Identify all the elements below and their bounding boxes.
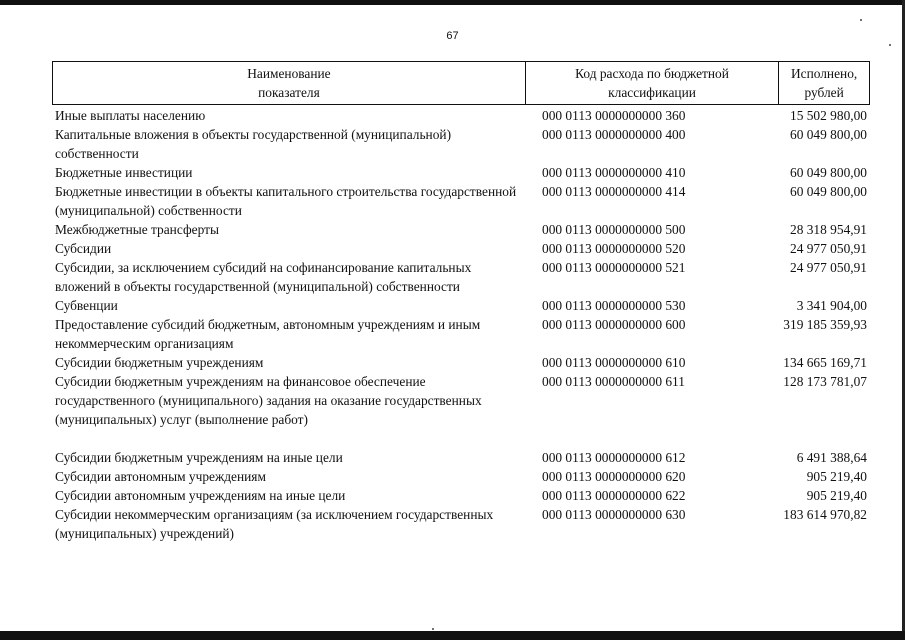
table-header [52, 61, 870, 105]
table-row [52, 315, 870, 353]
table-row [52, 486, 870, 505]
row-code: 000 0113 0000000000 414 [542, 184, 686, 199]
row-code: 000 0113 0000000000 610 [542, 355, 686, 370]
scan-speck [860, 19, 862, 21]
row-amount: 3 341 904,00 [796, 298, 867, 313]
row-name: Бюджетные инвестиции в объекты капитального строительства государственной (муниципальной) собственности [55, 184, 517, 218]
row-amount: 60 049 800,00 [790, 184, 867, 199]
row-code: 000 0113 0000000000 530 [542, 298, 686, 313]
row-name: Субсидии бюджетным учреждениям [55, 355, 264, 370]
header-code-cell [526, 62, 779, 104]
table-row [52, 372, 870, 429]
scan-speck [432, 628, 434, 630]
row-amount: 15 502 980,00 [790, 108, 867, 123]
row-code: 000 0113 0000000000 620 [542, 469, 686, 484]
table-row [52, 220, 870, 239]
row-name: Иные выплаты населению [55, 108, 206, 123]
row-code: 000 0113 0000000000 630 [542, 507, 686, 522]
row-amount: 319 185 359,93 [783, 317, 867, 332]
row-name: Межбюджетные трансферты [55, 222, 219, 237]
row-code: 000 0113 0000000000 520 [542, 241, 686, 256]
row-name: Бюджетные инвестиции [55, 165, 193, 180]
row-code: 000 0113 0000000000 410 [542, 165, 686, 180]
row-amount: 24 977 050,91 [790, 260, 867, 275]
table-row [52, 258, 870, 296]
expense-table [52, 61, 870, 543]
row-name: Субвенции [55, 298, 118, 313]
table-row [52, 296, 870, 315]
header-name-cell [53, 62, 526, 104]
table-row [52, 125, 870, 163]
row-code: 000 0113 0000000000 622 [542, 488, 686, 503]
table-row [52, 106, 870, 125]
table-row [52, 182, 870, 220]
row-name: Субсидии бюджетным учреждениям на иные цели [55, 450, 343, 465]
row-amount: 28 318 954,91 [790, 222, 867, 237]
row-amount: 905 219,40 [806, 488, 867, 503]
table-row [52, 163, 870, 182]
table-row [52, 467, 870, 486]
header-amount-label: Исполнено, рублей [790, 66, 858, 100]
table-row [52, 353, 870, 372]
row-code: 000 0113 0000000000 611 [542, 374, 685, 389]
header-amount-cell [779, 62, 869, 104]
header-name-label: Наименование показателя [247, 66, 331, 100]
scan-speck [889, 44, 891, 46]
row-amount: 183 614 970,82 [783, 507, 867, 522]
row-amount: 60 049 800,00 [790, 165, 867, 180]
row-name: Субсидии [55, 241, 112, 256]
table-row [52, 239, 870, 258]
row-amount: 905 219,40 [806, 469, 867, 484]
row-name: Субсидии автономным учреждениям на иные цели [55, 488, 346, 503]
header-code-label: Код расхода по бюджетной классификации [575, 66, 729, 100]
row-amount: 128 173 781,07 [783, 374, 867, 389]
table-row [52, 505, 870, 543]
row-code: 000 0113 0000000000 612 [542, 450, 686, 465]
scan-border-bottom [0, 631, 905, 640]
row-name: Субсидии автономным учреждениям [55, 469, 266, 484]
row-name: Капитальные вложения в объекты государственной (муниципальной) собственности [55, 127, 452, 161]
row-code: 000 0113 0000000000 500 [542, 222, 686, 237]
row-amount: 6 491 388,64 [796, 450, 867, 465]
row-amount: 24 977 050,91 [790, 241, 867, 256]
row-amount: 134 665 169,71 [783, 355, 867, 370]
row-name: Субсидии, за исключением субсидий на софинансирование капитальных вложений в объекты государственной (муниципальной) собственности [55, 260, 472, 294]
table-row [52, 448, 870, 467]
page-number: 67 [446, 30, 459, 42]
row-code: 000 0113 0000000000 360 [542, 108, 686, 123]
row-name: Субсидии некоммерческим организациям (за исключением государственных (муниципальных) учреждений) [55, 507, 494, 541]
row-code: 000 0113 0000000000 400 [542, 127, 686, 142]
row-amount: 60 049 800,00 [790, 127, 867, 142]
row-code: 000 0113 0000000000 600 [542, 317, 686, 332]
row-name: Предоставление субсидий бюджетным, автономным учреждениям и иным некоммерческим организациям [55, 317, 481, 351]
row-name: Субсидии бюджетным учреждениям на финансовое обеспечение государственного (муниципального) задания на оказание государственных (муниципальных) услуг (выполнение работ) [55, 374, 482, 427]
scan-border-top [0, 0, 905, 5]
row-code: 000 0113 0000000000 521 [542, 260, 686, 275]
table-body [52, 106, 870, 543]
